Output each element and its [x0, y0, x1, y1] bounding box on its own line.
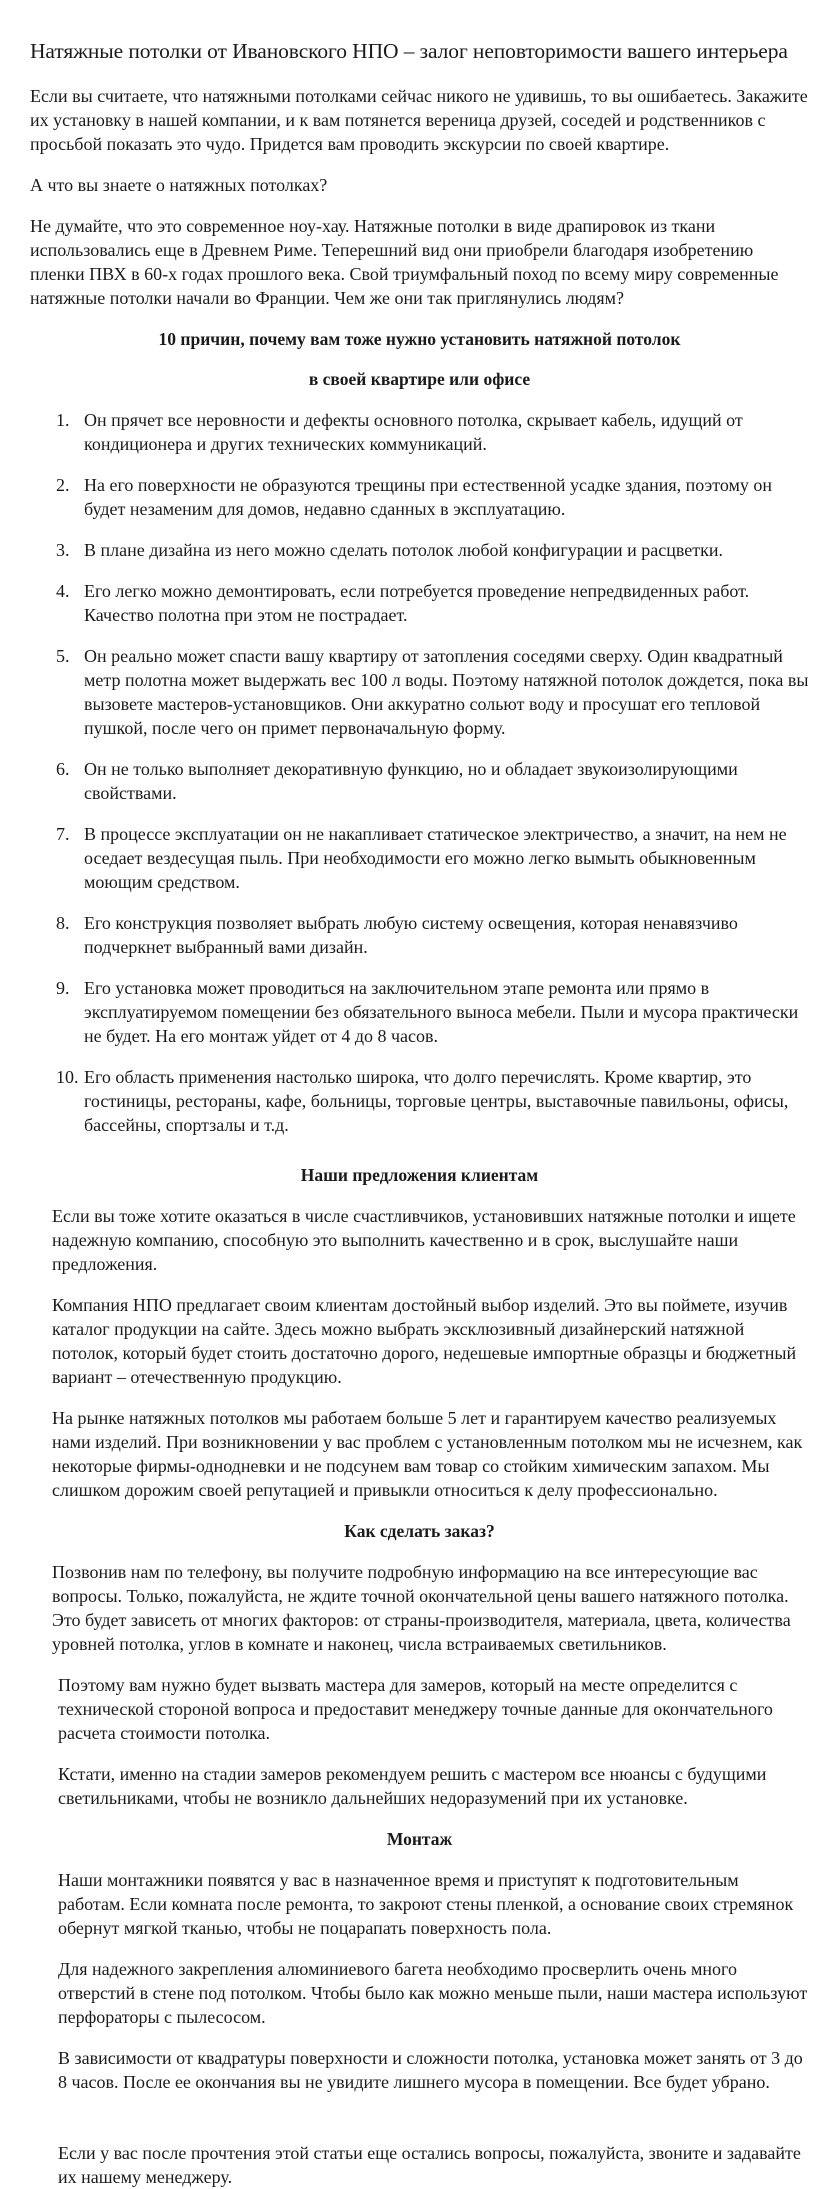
list-item-number: 8.	[56, 913, 70, 933]
list-item-text: Он прячет все неровности и дефекты основного потолка, скрывает кабель, идущий от кондиционера и других технических коммуникаций.	[84, 410, 743, 454]
intro-paragraph: Не думайте, что это современное ноу-хау. Натяжные потолки в виде драпировок из ткани использовались еще в Древнем Риме. Теперешний вид они приобрели благодаря изобретению пленки ПВХ в 60-х годах прошлого века. Свой триумфальный поход по всему миру современные натяжные потолки начали во Франции. Чем же они так приглянулись людям?	[30, 216, 779, 308]
intro-question: А что вы знаете о натяжных потолках?	[30, 175, 328, 195]
list-item-text: Его область применения настолько широка, что долго перечислять. Кроме квартир, это гостиницы, рестораны, кафе, больницы, торговые центры, выставочные павильоны, офисы, бассейны, спортзалы и т.д.	[84, 1067, 789, 1135]
list-item	[30, 911, 809, 959]
order-paragraph: Поэтому вам нужно будет вызвать мастера для замеров, который на месте определится с технической стороной вопроса и предоставит менеджеру точные данные для окончательного расчета стоимости потолка.	[58, 1675, 773, 1743]
list-item	[30, 757, 809, 805]
list-item	[30, 408, 809, 456]
list-item	[30, 644, 809, 740]
offers-heading: Наши предложения клиентам	[300, 1165, 539, 1185]
offers-paragraph: Компания НПО предлагает своим клиентам достойный выбор изделий. Это вы поймете, изучив каталог продукции на сайте. Здесь можно выбрать эксклюзивный дизайнерский натяжной потолок, который будет стоить достаточно дорого, недешевые импортные образцы и бюджетный вариант – отечественную продукцию.	[52, 1295, 797, 1387]
list-item	[30, 538, 809, 562]
install-paragraph: В зависимости от квадратуры поверхности и сложности потолка, установка может занять от 3 до 8 часов. После ее окончания вы не увидите лишнего мусора в помещении. Все будет убрано.	[58, 2048, 803, 2092]
list-item-text: Он реально может спасти вашу квартиру от затопления соседями сверху. Один квадратный метр полотна может выдержать вес 100 л воды. Поэтому натяжной потолок дождется, пока вы вызовете мастеров-установщиков. Они аккуратно сольют воду и просушат его тепловой пушкой, после чего он примет первоначальную форму.	[84, 646, 809, 738]
list-item	[30, 976, 809, 1048]
page-title: Натяжные потолки от Ивановского НПО – залог неповторимости вашего интерьера	[30, 39, 788, 63]
list-item-text: На его поверхности не образуются трещины при естественной усадке здания, поэтому он будет незаменим для домов, недавно сданных в эксплуатацию.	[84, 475, 772, 519]
list-item-text: Его конструкция позволяет выбрать любую систему освещения, которая ненавязчиво подчеркнет выбранный вами дизайн.	[84, 913, 738, 957]
list-item-text: В плане дизайна из него можно сделать потолок любой конфигурации и расцветки.	[84, 540, 724, 560]
list-item-number: 5.	[56, 646, 70, 666]
offers-paragraph: На рынке натяжных потолков мы работаем больше 5 лет и гарантируем качество реализуемых нами изделий. При возникновении у вас проблем с установленным потолком мы не исчезнем, как некоторые фирмы-однодневки и не подсунем вам товар со стойким химическим запахом. Мы слишком дорожим своей репутацией и привыкли относиться к делу профессионально.	[52, 1408, 803, 1500]
list-item	[30, 822, 809, 894]
reasons-heading-line2: в своей квартире или офисе	[308, 369, 531, 389]
list-item-number: 1.	[56, 410, 70, 430]
list-item-number: 7.	[56, 824, 70, 844]
order-paragraph: Кстати, именно на стадии замеров рекомендуем решить с мастером все нюансы с будущими светильниками, чтобы не возникло дальнейших недоразумений при их установке.	[58, 1764, 767, 1808]
list-item-text: Его легко можно демонтировать, если потребуется проведение непредвиденных работ. Качество полотна при этом не пострадает.	[84, 581, 750, 625]
list-item-number: 6.	[56, 759, 70, 779]
list-item-text: Он не только выполняет декоративную функцию, но и обладает звукоизолирующими свойствами.	[84, 759, 738, 803]
list-item	[30, 579, 809, 627]
list-item-text: Его установка может проводиться на заключительном этапе ремонта или прямо в эксплуатируемом помещении без обязательного выноса мебели. Пыли и мусора практически не будет. На его монтаж уйдет от 4 до 8 часов.	[84, 978, 799, 1046]
list-item-number: 2.	[56, 475, 70, 495]
list-item-number: 10.	[56, 1067, 79, 1087]
list-item	[30, 1065, 809, 1137]
spacer	[30, 2111, 809, 2141]
list-item	[30, 473, 809, 521]
install-paragraph: Для надежного закрепления алюминиевого багета необходимо просверлить очень много отверстий в стене под потолком. Чтобы было как можно меньше пыли, наши мастера используют перфораторы с пылесосом.	[58, 1959, 808, 2027]
reasons-heading-line1: 10 причин, почему вам тоже нужно установить натяжной потолок	[158, 329, 681, 349]
order-paragraph: Позвонив нам по телефону, вы получите подробную информацию на все интересующие вас вопросы. Только, пожалуйста, не ждите точной окончательной цены вашего натяжного потолка. Это будет зависеть от многих факторов: от страны-производителя, материала, цвета, количества уровней потолка, углов в комнате и наконец, числа встраиваемых светильников.	[52, 1562, 791, 1654]
closing-paragraph: Если у вас после прочтения этой статьи еще остались вопросы, пожалуйста, звоните и задавайте их нашему менеджеру.	[58, 2143, 801, 2187]
install-paragraph: Наши монтажники появятся у вас в назначенное время и приступят к подготовительным работам. Если комната после ремонта, то закроют стены пленкой, а основание своих стремянок обернут мягкой тканью, чтобы не поцарапать поверхность пола.	[58, 1870, 794, 1938]
offers-paragraph: Если вы тоже хотите оказаться в числе счастливчиков, установивших натяжные потолки и ищете надежную компанию, способную это выполнить качественно и в срок, выслушайте наши предложения.	[52, 1206, 796, 1274]
install-heading: Монтаж	[386, 1829, 453, 1849]
intro-paragraph: Если вы считаете, что натяжными потолками сейчас никого не удивишь, то вы ошибаетесь. Закажите их установку в нашей компании, и к вам потянется вереница друзей, соседей и родственников с просьбой показать это чудо. Придется вам проводить экскурсии по своей квартире.	[30, 86, 808, 154]
reasons-list	[30, 408, 809, 1137]
list-item-text: В процессе эксплуатации он не накапливает статическое электричество, а значит, на нем не оседает вездесущая пыль. При необходимости его можно легко вымыть обыкновенным моющим средством.	[84, 824, 787, 892]
order-heading: Как сделать заказ?	[344, 1521, 495, 1541]
list-item-number: 3.	[56, 540, 70, 560]
list-item-number: 9.	[56, 978, 70, 998]
list-item-number: 4.	[56, 581, 70, 601]
